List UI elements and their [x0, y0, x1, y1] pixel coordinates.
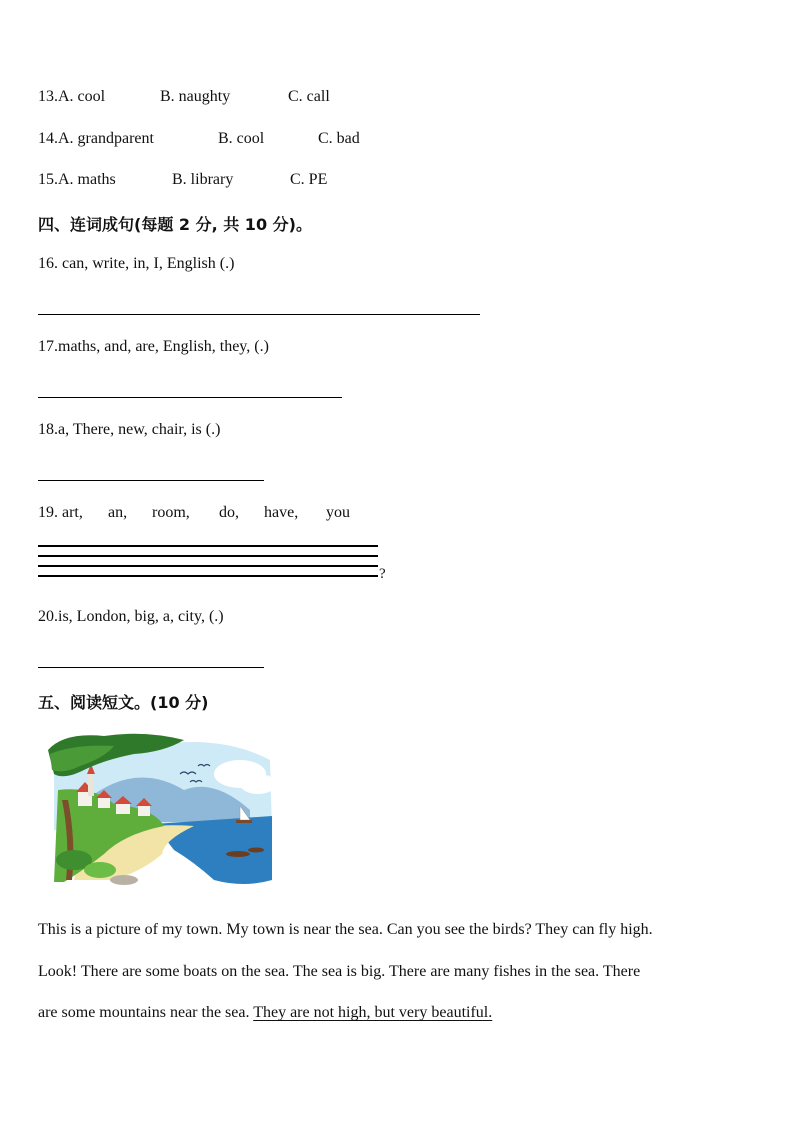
- question-14: [38, 130, 154, 148]
- boat-shape: [248, 848, 264, 853]
- answer-line-19[interactable]: [38, 565, 378, 567]
- question-19-word: have,: [264, 504, 299, 521]
- option-a: A. maths: [58, 171, 116, 188]
- question-15-option-b: B. library: [172, 171, 234, 188]
- question-number: 14.: [38, 130, 58, 147]
- question-15: [38, 171, 116, 189]
- question-13: [38, 88, 105, 106]
- reading-passage: [38, 1002, 758, 1023]
- passage-line: This is a picture of my town. My town is near the sea. Can you see the birds? They can fly high.: [38, 921, 653, 938]
- question-19-word: you: [326, 504, 350, 521]
- question-20: [38, 608, 224, 626]
- answer-line-19[interactable]: [38, 545, 378, 547]
- question-19-number: 19.: [38, 504, 58, 521]
- answer-line-19[interactable]: [38, 575, 378, 577]
- question-text: can, write, in, I, English (.): [58, 255, 235, 272]
- section-5-heading: 五、阅读短文。(10 分): [38, 693, 209, 712]
- question-18: [38, 421, 220, 439]
- answer-line-19[interactable]: [38, 555, 378, 557]
- tower-shape: [88, 774, 94, 796]
- question-13-option-c: C. call: [288, 88, 330, 105]
- question-19-word: an,: [108, 504, 128, 521]
- boat-shape: [226, 851, 250, 857]
- question-17: [38, 338, 269, 356]
- passage-line: Look! There are some boats on the sea. The sea is big. There are many fishes in the sea. There: [38, 963, 641, 980]
- question-text: maths, and, are, English, they, (.): [58, 338, 269, 355]
- question-text: a, There, new, chair, is (.): [58, 421, 221, 438]
- answer-line-17[interactable]: [38, 397, 342, 398]
- question-number: 20.: [38, 608, 58, 625]
- question-19-word: art,: [62, 504, 83, 521]
- option-a: A. cool: [58, 88, 106, 105]
- cloud-shape: [240, 774, 276, 794]
- boat-shape: [236, 820, 252, 823]
- question-number: 17.: [38, 338, 58, 355]
- house-shape: [138, 806, 150, 816]
- section-4-heading: 四、连词成句(每题 2 分, 共 10 分)。: [38, 215, 312, 234]
- question-number: 15.: [38, 171, 58, 188]
- question-14-option-b: B. cool: [218, 130, 265, 147]
- question-number: 18.: [38, 421, 58, 438]
- reading-passage: [38, 961, 758, 982]
- question-text: is, London, big, a, city, (.): [58, 608, 224, 625]
- town-by-sea-illustration: [44, 730, 276, 890]
- passage-line: are some mountains near the sea.: [38, 1004, 254, 1021]
- question-16: [38, 255, 234, 273]
- underlined-sentence: They are not high, but very beautiful.: [253, 1004, 493, 1021]
- question-13-option-b: B. naughty: [160, 88, 231, 105]
- reading-passage: [38, 919, 758, 940]
- question-number: 16.: [38, 255, 58, 272]
- question-19-word: do,: [219, 504, 239, 521]
- question-number: 13.: [38, 88, 58, 105]
- rock-shape: [110, 875, 138, 885]
- question-19-word: room,: [152, 504, 190, 521]
- question-15-option-c: C. PE: [290, 171, 328, 188]
- answer-line-18[interactable]: [38, 480, 264, 481]
- house-shape: [98, 798, 110, 808]
- answer-line-20[interactable]: [38, 667, 264, 668]
- answer-line-16[interactable]: [38, 314, 480, 315]
- house-shape: [116, 804, 130, 814]
- option-a: A. grandparent: [58, 130, 154, 147]
- question-19-end-mark: ?: [379, 566, 386, 582]
- bush-shape: [84, 862, 116, 878]
- question-14-option-c: C. bad: [318, 130, 360, 147]
